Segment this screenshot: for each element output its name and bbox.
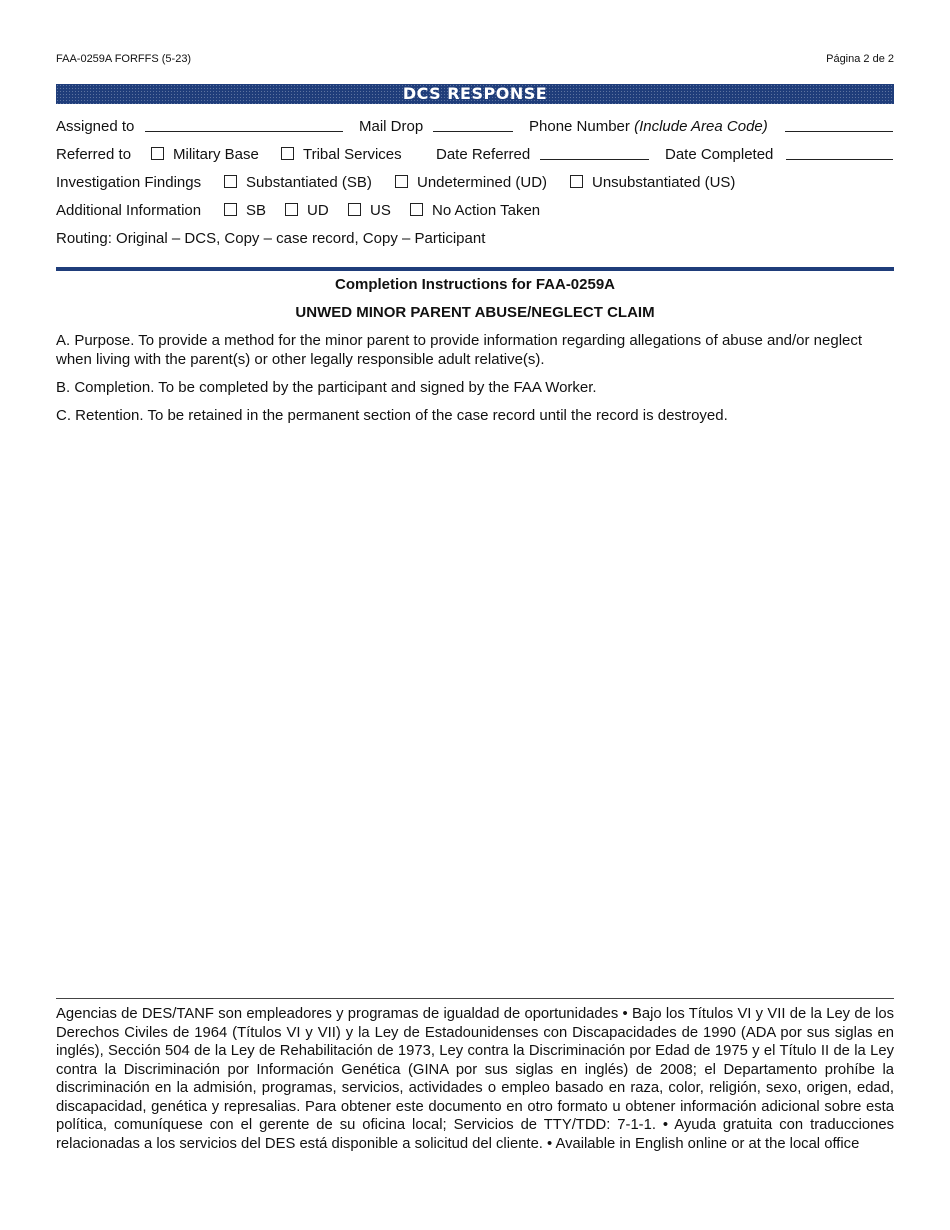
substantiated-label: Substantiated (SB) xyxy=(246,174,372,191)
referred-to-label: Referred to xyxy=(56,146,132,163)
tribal-services-checkbox[interactable] xyxy=(281,147,294,160)
footer-divider xyxy=(56,998,894,999)
phone-number-note: (Include Area Code) xyxy=(634,118,768,135)
no-action-label: No Action Taken xyxy=(432,202,541,219)
form-id: FAA-0259A FORFFS (5-23) xyxy=(56,53,192,65)
assigned-to-label: Assigned to xyxy=(56,118,135,135)
tribal-services-label: Tribal Services xyxy=(303,146,402,163)
instructions-subtitle: UNWED MINOR PARENT ABUSE/NEGLECT CLAIM xyxy=(295,304,655,321)
ud-checkbox[interactable] xyxy=(285,203,298,216)
referral-row xyxy=(56,145,894,165)
assigned-to-field[interactable] xyxy=(145,117,343,132)
investigation-findings-label: Investigation Findings xyxy=(56,174,202,191)
unsubstantiated-checkbox[interactable] xyxy=(570,175,583,188)
ud-label: UD xyxy=(307,202,329,219)
routing-row xyxy=(56,229,894,249)
mail-drop-label: Mail Drop xyxy=(359,118,424,135)
date-completed-field[interactable] xyxy=(786,145,893,160)
investigation-row xyxy=(56,173,894,193)
instructions-title: Completion Instructions for FAA-0259A xyxy=(334,276,616,293)
sb-label: SB xyxy=(246,202,267,219)
no-action-checkbox[interactable] xyxy=(410,203,423,216)
undetermined-label: Undetermined (UD) xyxy=(417,174,548,191)
substantiated-checkbox[interactable] xyxy=(224,175,237,188)
phone-number-field[interactable] xyxy=(785,117,893,132)
dcs-response-banner: DCS RESPONSE xyxy=(56,84,894,104)
military-base-label: Military Base xyxy=(173,146,259,163)
footer-notice: Agencias de DES/TANF son empleadores y programas de igualdad de oportunidades • Bajo los Títulos VI y VII de la Ley de los Derechos Civiles de 1964 (Títulos VI y VII) y la Ley de Estadounidenses con Discapacidades de 1990 (ADA por sus siglas en inglés), Sección 504 de la Ley de Rehabilitación de 1973, Ley contra la Discriminación por Edad de 1975 y el Título II de la Ley contra la Discriminación por Información Genética (GINA por sus siglas en inglés) de 2008; el Departamento prohíbe la discriminación en la admisión, programas, servicios, actividades o empleo basado en raza, color, religión, sexo, origen, edad, discapacidad, genética y represalias. Para obtener este documento en otro formato u obtener información adicional sobre esta política, comuníquese con el gerente de su oficina local; Servicios de TTY/TDD: 7-1-1. • Ayuda gratuita con traducciones relacionadas a los servicios del DES está disponible a solicitud del cliente. • Available in English online or at the local office xyxy=(56,1006,894,1152)
us-label: US xyxy=(370,202,391,219)
date-completed-label: Date Completed xyxy=(665,146,774,163)
military-base-checkbox[interactable] xyxy=(151,147,164,160)
page-number: Página 2 de 2 xyxy=(826,53,894,65)
sb-checkbox[interactable] xyxy=(224,203,237,216)
date-referred-field[interactable] xyxy=(540,145,649,160)
unsubstantiated-label: Unsubstantiated (US) xyxy=(592,174,736,191)
phone-number-label: Phone Number (Include Area Code) xyxy=(529,118,768,135)
retention-paragraph: C. Retention. To be retained in the permanent section of the case record until the record is destroyed. xyxy=(56,407,728,424)
completion-paragraph: B. Completion. To be completed by the participant and signed by the FAA Worker. xyxy=(56,379,597,396)
us-checkbox[interactable] xyxy=(348,203,361,216)
additional-information-label: Additional Information xyxy=(56,202,202,219)
section-divider xyxy=(56,267,894,271)
mail-drop-field[interactable] xyxy=(433,117,513,132)
purpose-paragraph: A. Purpose. To provide a method for the minor parent to provide information regarding allegations of abuse and/or neglect when living with the parent(s) or other legally responsible adult relative(s). xyxy=(56,332,863,368)
routing-text: Routing: Original – DCS, Copy – case record, Copy – Participant xyxy=(56,230,486,247)
undetermined-checkbox[interactable] xyxy=(395,175,408,188)
assignment-row xyxy=(56,117,894,137)
date-referred-label: Date Referred xyxy=(436,146,531,163)
additional-info-row xyxy=(56,201,894,221)
